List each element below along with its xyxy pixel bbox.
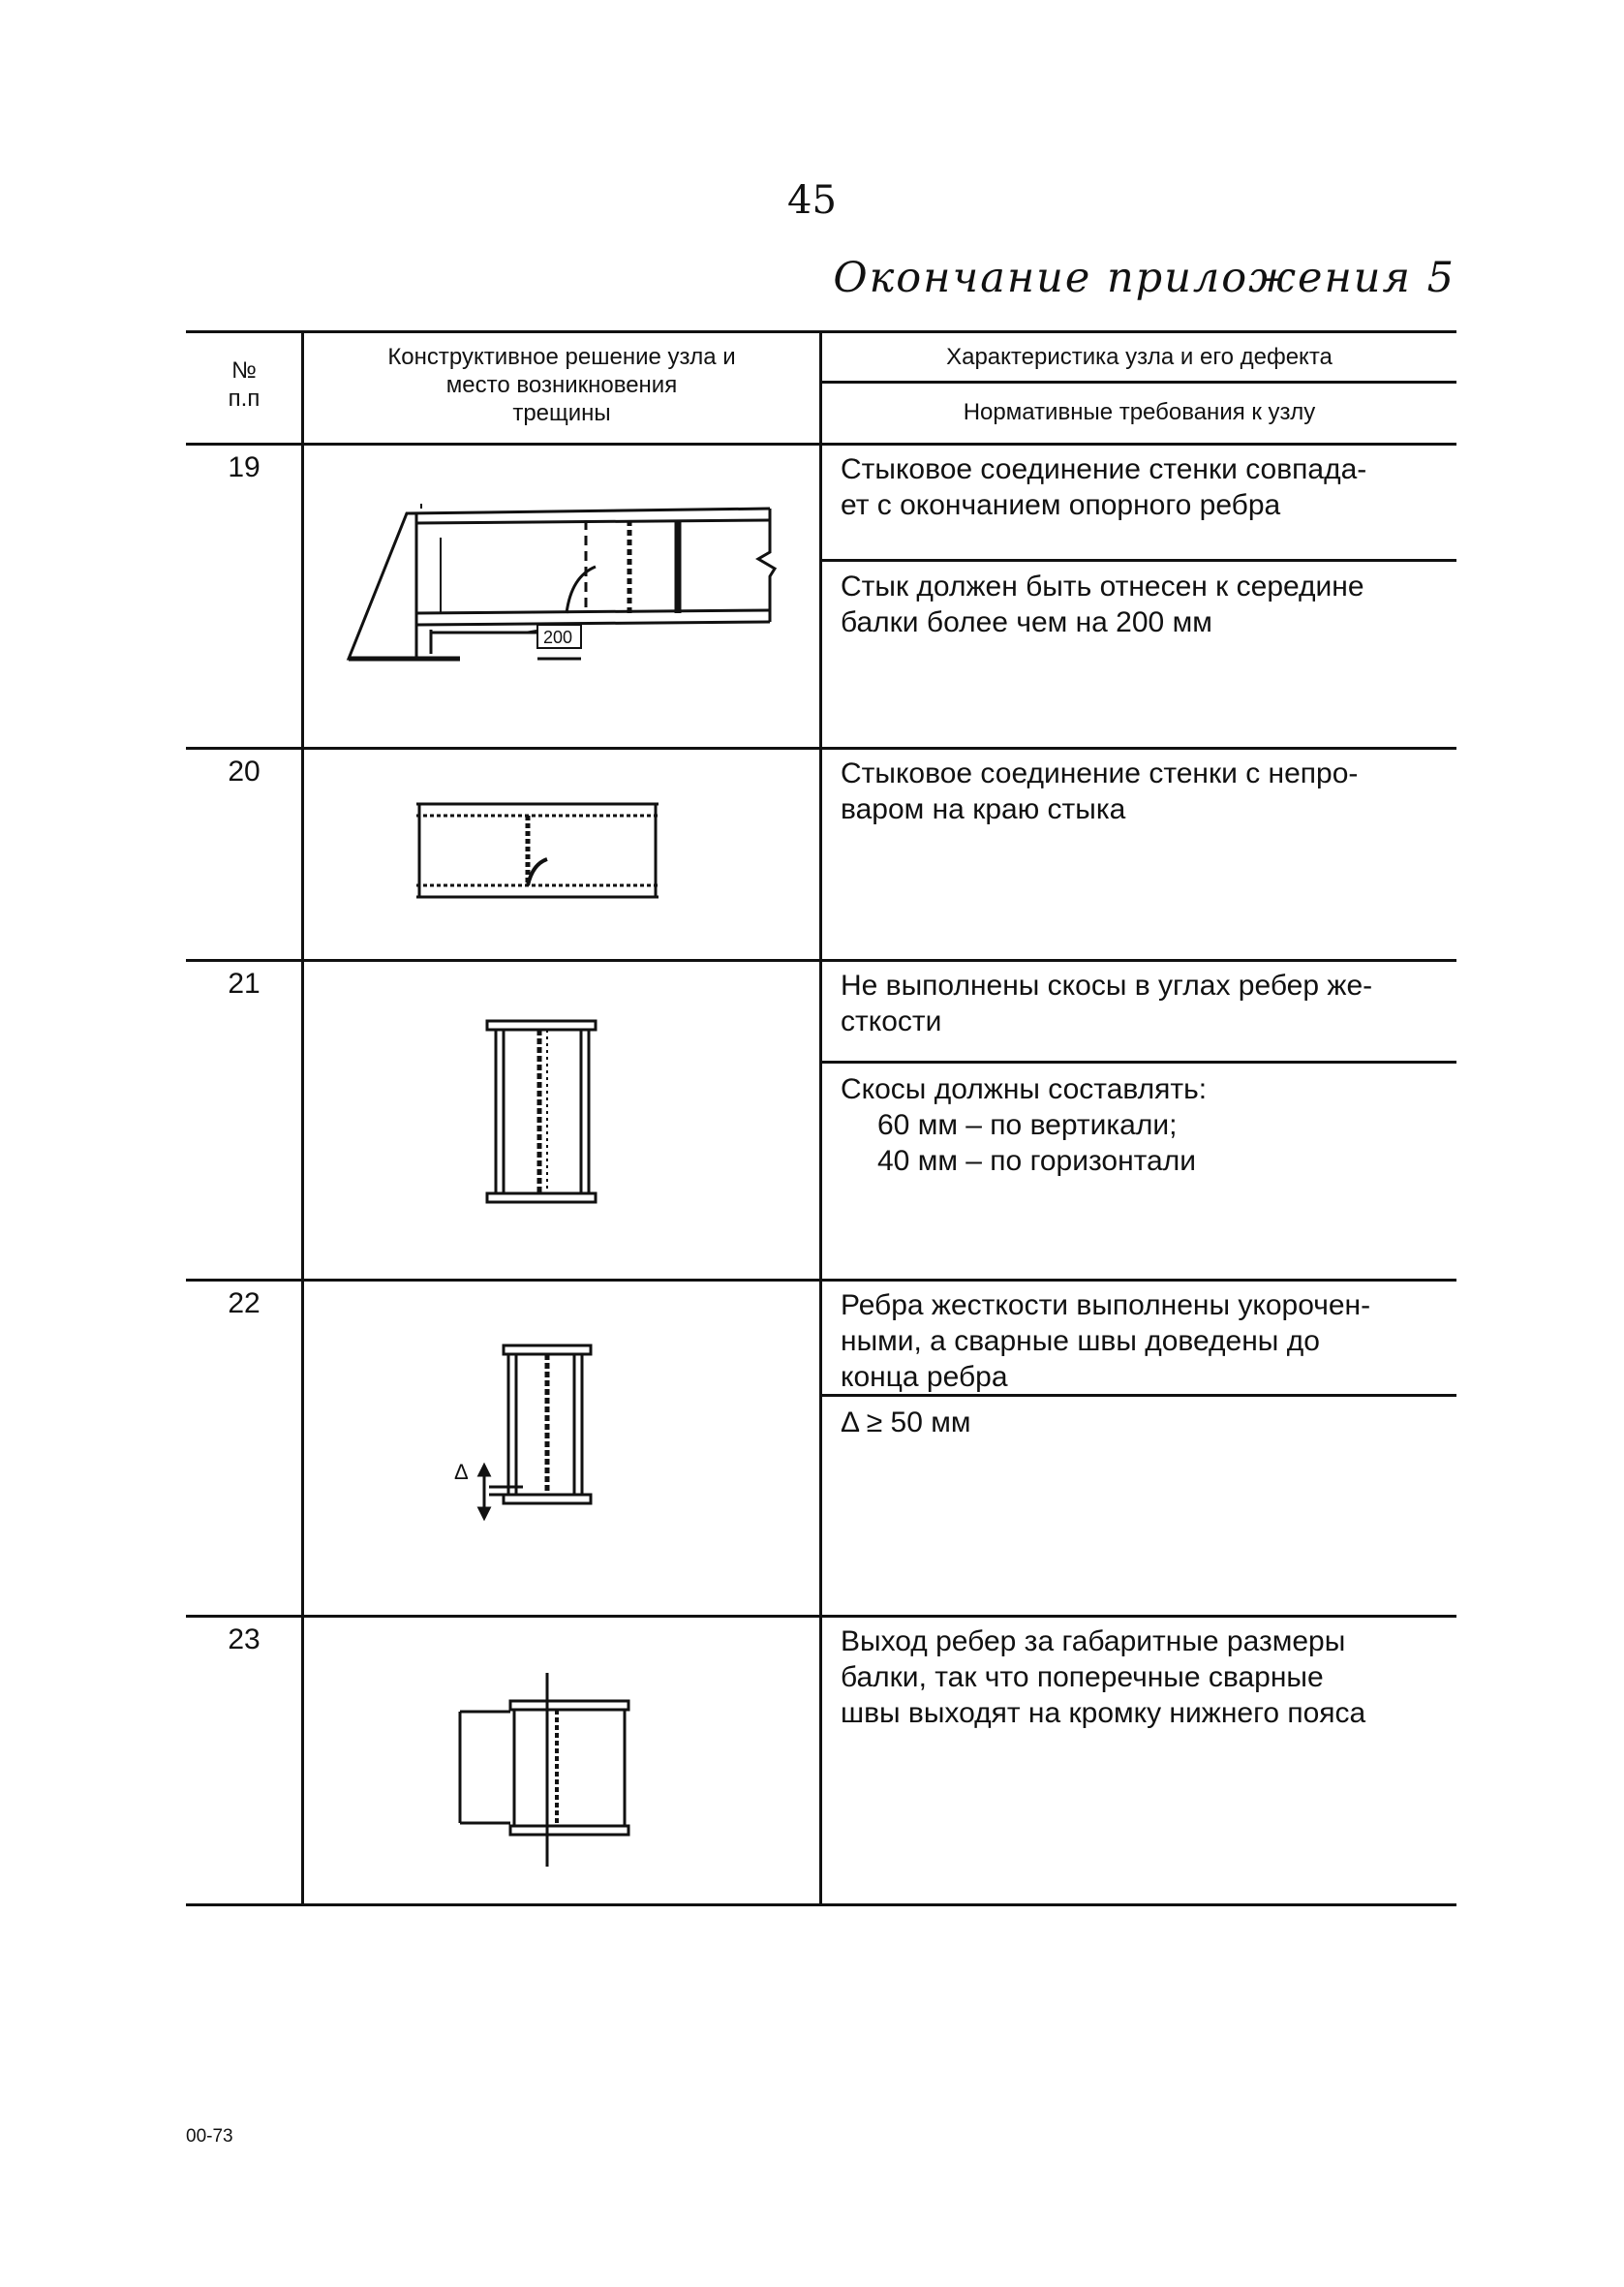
- text-line: балки, так что поперечные сварные: [841, 1661, 1324, 1693]
- requirement-text: [841, 1071, 1441, 1179]
- characteristic-text: [841, 1287, 1441, 1395]
- footer-code: 00-73: [186, 2126, 233, 2147]
- beam-web-joint-incomplete-weld-drawing: [412, 796, 663, 908]
- header-construction: [304, 343, 819, 427]
- text-line: Ребра жесткости выполнены укорочен-: [841, 1289, 1371, 1321]
- requirement-text: [841, 1405, 1441, 1440]
- header-number-line: п.п: [228, 386, 260, 412]
- header-characteristic: Характеристика узла и его дефекта: [946, 344, 1333, 370]
- text-line: Стыковое соединение стенки с непро-: [841, 757, 1359, 789]
- row-number: 21: [228, 968, 260, 1000]
- row-number: 19: [228, 451, 260, 483]
- header-construction-line: Конструктивное решение узла и: [387, 344, 736, 370]
- text-line: Не выполнены скосы в углах ребер же-: [841, 970, 1373, 1002]
- table-rule: [822, 559, 1456, 562]
- rib-beyond-flange-drawing: [450, 1668, 644, 1871]
- characteristic-text: [841, 1623, 1441, 1731]
- row-number: 23: [228, 1623, 260, 1655]
- text-line: балки более чем на 200 мм: [841, 606, 1212, 638]
- text-line: ными, а сварные швы доведены до: [841, 1325, 1320, 1357]
- text-line: Выход ребер за габаритные размеры: [841, 1625, 1346, 1657]
- shortened-stiffener-drawing: [450, 1342, 605, 1526]
- beam-butt-joint-at-support-rib-drawing: [344, 499, 799, 673]
- text-line: варом на краю стыка: [841, 793, 1126, 825]
- header-construction-line: трещины: [512, 400, 611, 426]
- table-rule: [301, 330, 304, 1906]
- text-line: 60 мм – по вертикали;: [877, 1109, 1178, 1141]
- text-line: швы выходят на кромку нижнего пояса: [841, 1697, 1366, 1729]
- table-rule: [822, 381, 1456, 384]
- text-line: 40 мм – по горизонтали: [877, 1145, 1197, 1177]
- page-number: 45: [787, 178, 837, 223]
- row-number: 20: [228, 756, 260, 788]
- characteristic-text: [841, 968, 1441, 1039]
- row-number: 22: [228, 1287, 260, 1319]
- dimension-label: 200: [543, 628, 573, 647]
- text-line: Δ ≥ 50 мм: [841, 1406, 971, 1438]
- table-rule: [819, 330, 822, 1906]
- header-number: [186, 356, 302, 413]
- header-number-line: №: [231, 357, 257, 384]
- text-line: сткости: [841, 1005, 942, 1037]
- stiffener-rib-section-drawing: [479, 1017, 605, 1206]
- characteristic-text: [841, 756, 1441, 827]
- table-rule: [822, 1061, 1456, 1064]
- header-construction-line: место возникновения: [445, 372, 678, 398]
- text-line: Скосы должны составлять:: [841, 1073, 1208, 1105]
- text-line: ет с окончанием опорного ребра: [841, 489, 1281, 521]
- text-line: конца ребра: [841, 1361, 1008, 1393]
- delta-label: Δ: [454, 1460, 469, 1484]
- text-line: Стык должен быть отнесен к середине: [841, 571, 1364, 603]
- appendix-title: Окончание приложения 5: [833, 254, 1455, 302]
- text-line: Стыковое соединение стенки совпада-: [841, 453, 1367, 485]
- header-requirements: Нормативные требования к узлу: [963, 399, 1316, 425]
- requirement-text: [841, 569, 1441, 640]
- characteristic-text: [841, 451, 1441, 523]
